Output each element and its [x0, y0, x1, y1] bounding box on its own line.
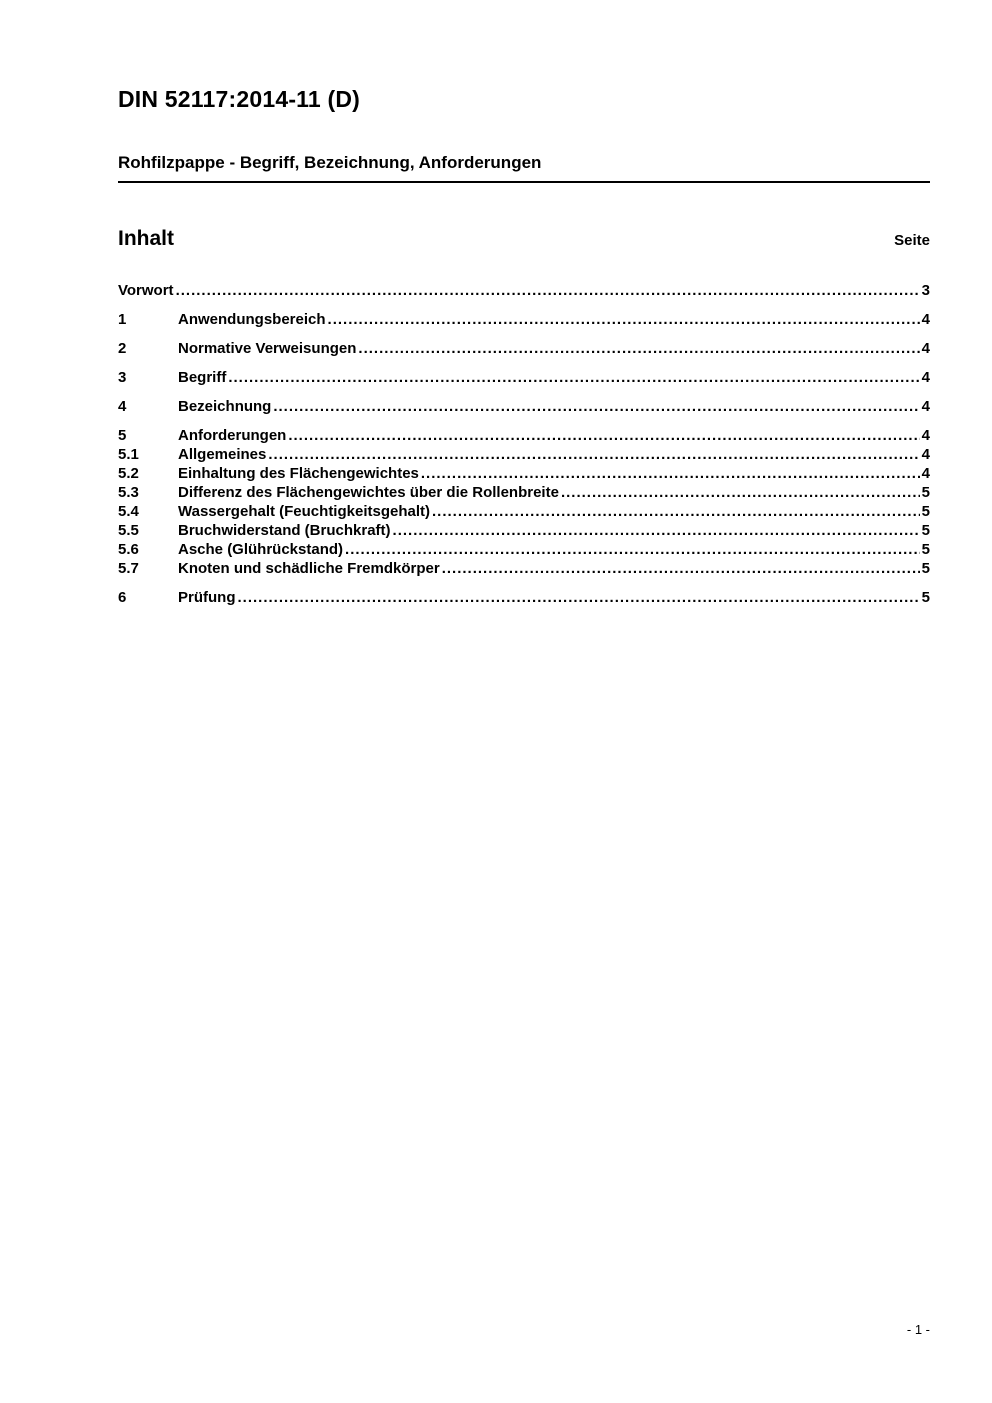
page-column-label: Seite	[894, 232, 930, 249]
toc-heading: Inhalt	[118, 227, 174, 250]
toc-entry-5-3	[118, 483, 930, 502]
toc-entry-page: 4	[921, 398, 930, 415]
toc-entry-5-2	[118, 464, 930, 483]
toc-entry-page: 5	[921, 541, 930, 558]
toc-dot-leader	[421, 464, 920, 483]
toc-entry-number: 5.6	[118, 541, 139, 558]
toc-entry-2	[118, 339, 930, 358]
toc-entry-label: Prüfung	[178, 589, 236, 606]
toc-dot-leader	[268, 445, 919, 464]
toc-entry-label: Knoten und schädliche Fremdkörper	[178, 560, 440, 577]
toc-entry-number: 6	[118, 589, 127, 606]
toc-entry-number: 4	[118, 398, 127, 415]
toc-dot-leader	[432, 502, 920, 521]
toc-entry-5-7	[118, 559, 930, 578]
toc-entry-page: 3	[921, 282, 930, 299]
toc-entry-page: 5	[921, 484, 930, 501]
toc-entry-label: Anwendungsbereich	[178, 311, 326, 328]
toc-entry-label: Normative Verweisungen	[178, 340, 357, 357]
toc-entry-number: 3	[118, 369, 127, 386]
toc-entry-page: 4	[921, 340, 930, 357]
toc-entry-label: Asche (Glührückstand)	[178, 541, 344, 558]
toc-dot-leader	[442, 559, 920, 578]
document-page	[118, 0, 930, 607]
toc-entry-label: Allgemeines	[178, 446, 267, 463]
doc-number-heading: DIN 52117:2014-11 (D)	[118, 86, 361, 112]
toc-entry-vorwort	[118, 281, 930, 300]
toc-entry-label: Bezeichnung	[178, 398, 272, 415]
toc-entry-page: 4	[921, 369, 930, 386]
title-rule	[118, 181, 930, 183]
toc-dot-leader	[393, 521, 920, 540]
toc-entry-number: 1	[118, 311, 127, 328]
toc-header	[118, 227, 930, 251]
toc-entry-5-6	[118, 540, 930, 559]
toc-entry-1	[118, 310, 930, 329]
toc-dot-leader	[358, 339, 919, 358]
toc-entry-number: 5.7	[118, 560, 139, 577]
toc-entry-number: 5.2	[118, 465, 139, 482]
toc-entry-5	[118, 426, 930, 445]
toc-entry-number: 5.1	[118, 446, 139, 463]
toc-dot-leader	[345, 540, 920, 559]
toc-dot-leader	[288, 426, 919, 445]
toc-entry-label: Vorwort	[118, 282, 174, 299]
toc-dot-leader	[176, 281, 920, 300]
toc-entry-5-5	[118, 521, 930, 540]
toc-entry-5-1	[118, 445, 930, 464]
toc-dot-leader	[228, 368, 919, 387]
toc-entry-4	[118, 397, 930, 416]
footer-page-number: - 1 -	[906, 1322, 930, 1337]
toc-entry-page: 4	[921, 446, 930, 463]
table-of-contents	[118, 281, 930, 607]
doc-title: Rohfilzpappe - Begriff, Bezeichnung, Anforderungen	[118, 153, 542, 172]
toc-entry-page: 4	[921, 465, 930, 482]
toc-entry-6	[118, 588, 930, 607]
toc-entry-label: Differenz des Flächengewichtes über die Rollenbreite	[178, 484, 559, 501]
toc-entry-label: Bruchwiderstand (Bruchkraft)	[178, 522, 391, 539]
toc-entry-page: 4	[921, 427, 930, 444]
toc-entry-label: Begriff	[178, 369, 227, 386]
toc-entry-number: 2	[118, 340, 127, 357]
toc-entry-page: 4	[921, 311, 930, 328]
toc-entry-number: 5	[118, 427, 127, 444]
toc-entry-page: 5	[921, 522, 930, 539]
toc-dot-leader	[273, 397, 919, 416]
toc-entry-page: 5	[921, 589, 930, 606]
toc-entry-page: 5	[921, 503, 930, 520]
toc-entry-5-4	[118, 502, 930, 521]
toc-entry-number: 5.4	[118, 503, 139, 520]
toc-entry-number: 5.3	[118, 484, 139, 501]
toc-entry-number: 5.5	[118, 522, 139, 539]
toc-entry-page: 5	[921, 560, 930, 577]
toc-entry-3	[118, 368, 930, 387]
toc-entry-label: Wassergehalt (Feuchtigkeitsgehalt)	[178, 503, 430, 520]
toc-dot-leader	[561, 483, 920, 502]
toc-dot-leader	[328, 310, 920, 329]
toc-entry-label: Einhaltung des Flächengewichtes	[178, 465, 419, 482]
toc-entry-label: Anforderungen	[178, 427, 287, 444]
toc-dot-leader	[238, 588, 920, 607]
